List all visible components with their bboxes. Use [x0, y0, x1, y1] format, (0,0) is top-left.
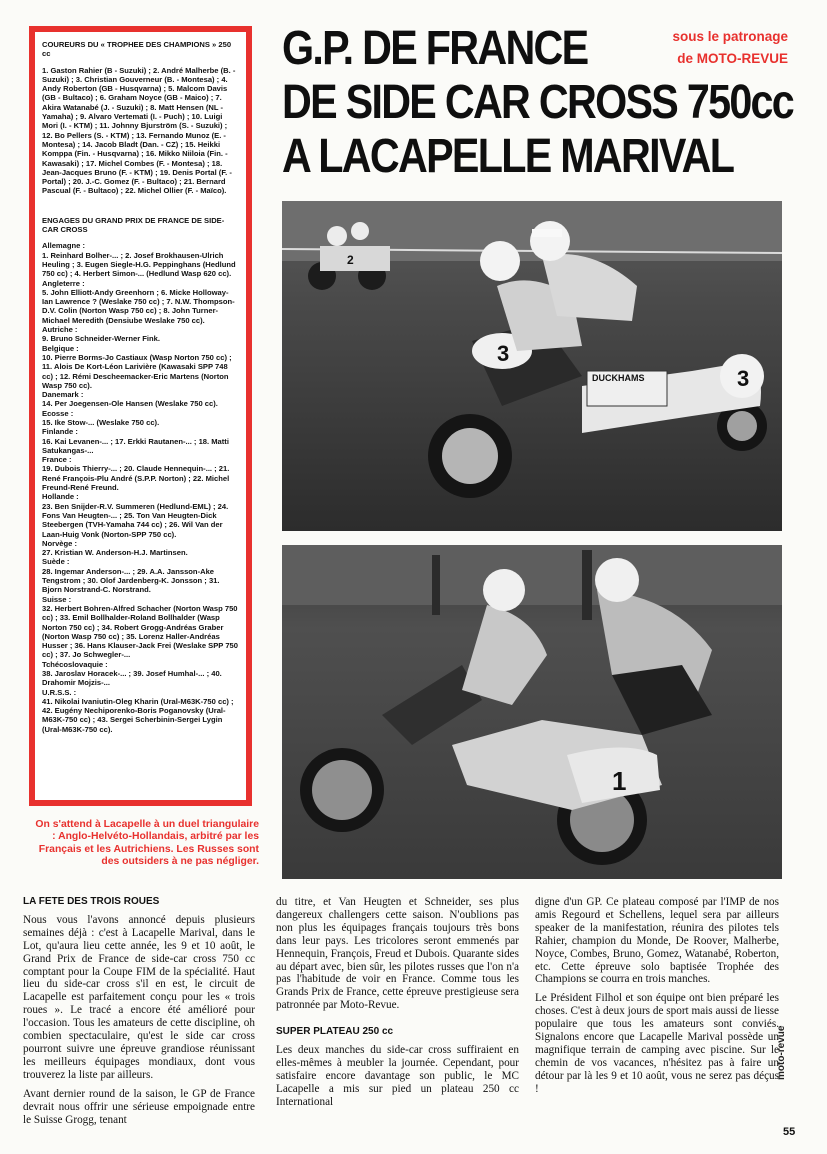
entries-heading: ENGAGES DU GRAND PRIX DE FRANCE DE SIDE-CAR CROSS — [42, 215, 225, 235]
photo-caption: On s'attend à Lacapelle à un duel triangulaire : Anglo-Helvéto-Hollandais, arbitré par les Français et les Autrichiens. Les Russes sont des outsiders à ne pas négliger. — [35, 819, 259, 868]
article-paragraph: Nous vous l'avons annoncé depuis plusieurs semaines déjà : c'est à Lacapelle Marival, dans le Lot, qu'aura lieu cette année, les 9 et 10 août, le Grand Prix de France de side-car cross 750 cc comptant pour la Coupe FIM de la spécialité. Haut lieu du side-car cross s'il en est, le circuit de Lacapelle est parfaitement conçu pour les « trois roues ». Le tracé a encore été amélioré pour l'occasion. Tous les amateurs de cette discipline, oh combien spectaculaire, qu'est le side car cross pourront suivre une épreuve grandiose réunissant les meilleurs équipages mondiaux, dont vous trouverez la liste par ailleurs. — [23, 913, 255, 1081]
sidecar-number-right: 3 — [737, 366, 750, 391]
patronage-line-2: de MOTO-REVUE — [677, 51, 788, 66]
entry-crews: 27. Kristian W. Anderson-H.J. Martinsen. — [42, 548, 188, 558]
article-column-1 — [23, 896, 255, 1132]
sponsor-text: DUCKHAMS — [592, 373, 645, 383]
article-paragraph: Le Président Filhol et son équipe ont bien préparé les choses. C'est à deux jours de sport mais aussi de liesse populaire que tous les amateurs sont conviés. Signalons encore que Lacapelle Marival possède un magnifique terrain de camping avec piscine. Sur le chemin de vos vacances, n'hésitez pas à faire un détour par là les 9 et 10 août, vous ne serez pas déçus ! — [535, 992, 779, 1095]
entry-crews: 19. Dubois Thierry-... ; 20. Claude Hennequin-... ; 21. René François-Plu André (S.P.P. Norton) ; 22. Michel Freund-René Freund. — [42, 464, 230, 493]
entry-crews: 14. Per Joegensen-Ole Hansen (Weslake 750 cc). — [42, 399, 218, 409]
page-number: 55 — [783, 1126, 796, 1138]
entry-country: Hollande : — [42, 492, 79, 502]
entry-country: Danemark : — [42, 390, 84, 400]
title-line-1: G.P. DE FRANCE — [282, 22, 588, 75]
entry-crews: 9. Bruno Schneider-Werner Fink. — [42, 334, 161, 344]
article-paragraph: digne d'un GP. Ce plateau composé par l'IMP de nos amis Regourd et Schellens, lequel sera par ailleurs speaker de la manifestation, réunira des pilotes tels Rahier, champion du Monde, De Roover, Malherbe, Noyce, Combes, Bruno, Gomez, Watanabé, Roberton, etc. Cette épreuve solo baptisée Trophée des Champions se courra en trois manches. — [535, 896, 779, 986]
entry-crews: 16. Kai Levanen-... ; 17. Erkki Rautanen-... ; 18. Matti Satukangas-... — [42, 436, 229, 455]
section-heading-fete: LA FETE DES TROIS ROUES — [23, 896, 160, 907]
entry-lists-box — [29, 26, 252, 806]
sidecar-number-front: 3 — [497, 341, 510, 366]
entry-country: Suisse : — [42, 594, 72, 604]
photo-sidecar-race-bottom — [282, 545, 782, 879]
entry-country: France : — [42, 455, 72, 465]
entry-crews: 28. Ingemar Anderson-... ; 29. A.A. Jansson-Ake Tengstrom ; 30. Olof Jardenberg-K. Jonsson ; 31. Bjorn Norstrand-C. Norstrand. — [42, 566, 220, 595]
entry-country: Norvège : — [42, 538, 78, 548]
title-line-2: DE SIDE CAR CROSS 750cc — [282, 76, 794, 129]
entry-country: Autriche : — [42, 325, 78, 335]
entry-country: Ecosse : — [42, 408, 74, 418]
entry-crews: 41. Nikolai Ivaniutin-Oleg Kharin (Ural-M63K-750 cc) ; 42. Eugény Nechiporenko-Boris Poganovsky (Ural-M63K-750 cc) ; 43. Sergei Scherbinin-Sergei Lygin (Ural-M63K-750 cc). — [42, 696, 234, 734]
entry-crews: 10. Pierre Borms-Jo Castiaux (Wasp Norton 750 cc) ; 11. Alois De Kort-Léon Larivière (Kawasaki SPP 748 cc) ; 12. Rémi Descheemacker-Eric Martens (Norton Wasp 750 cc). — [42, 352, 232, 390]
entry-country: Finlande : — [42, 427, 78, 437]
article-column-3 — [535, 896, 779, 1102]
entry-country: Angleterre : — [42, 278, 85, 288]
entries-list — [42, 241, 239, 734]
entry-crews: 38. Jaroslav Horacek-... ; 39. Josef Humhal-... ; 40. Drahomir Mojzis-... — [42, 669, 222, 688]
entry-country: Belgique : — [42, 343, 79, 353]
entry-crews: 15. Ike Stow-... (Weslake 750 cc). — [42, 417, 160, 427]
photo-sidecar-race-top — [282, 201, 782, 531]
title-line-3: A LACAPELLE MARIVAL — [282, 130, 734, 183]
entry-country: U.R.S.S. : — [42, 687, 77, 697]
entry-country: Tchécoslovaquie : — [42, 659, 108, 669]
entry-crews: 32. Herbert Bohren-Alfred Schacher (Norton Wasp 750 cc) ; 33. Emil Bollhalder-Roland Bollhalder (Wasp Norton 750 cc) ; 34. Robert Grogg-Andréas Graber (Norton Wasp 750 cc) ; 35. Lorenz Haller-Andréas Husser ; 36. Hans Klauser-Jack Frei (Weslake SPP 750 cc) ; 37. Jo Schwegler-... — [42, 603, 238, 660]
article-paragraph: du titre, et Van Heugten et Schneider, ses plus dangereux challengers cette saison. N'oublions pas non plus les équipages français toujours très bons dans leur pays. Les tricolores seront emmenés par Hennequin, François, Freud et Dubois. Quarante sides au départ avec, bien sûr, les pilotes russes que l'on n'a pas l'habitude de voir en France. Comme tous les Grands Prix de France, cette épreuve prestigieuse sera patronnée par Moto-Revue. — [276, 896, 519, 1012]
section-heading-plateau: SUPER PLATEAU 250 cc — [276, 1026, 394, 1038]
sidecar-number: 1 — [612, 766, 627, 796]
article-column-2 — [276, 896, 519, 1115]
entry-crews: 1. Reinhard Bolher-... ; 2. Josef Brokhausen-Ulrich Heuling ; 3. Eugen Siegle-H.G. Peppinghans (Hedlund 750 cc) ; 4. Herbert Simon-... (Hedlund Wasp 620 cc). — [42, 250, 236, 279]
magazine-name: moto-revue — [776, 1025, 787, 1080]
trophy-heading: COUREURS DU « TROPHEE DES CHAMPIONS » 250 cc — [42, 40, 232, 59]
entry-crews: 5. John Elliott-Andy Greenhorn ; 6. Micke Holloway-Ian Lawrence ? (Weslake 750 cc) ; 7. N.W. Thompson-D.V. Colin (Norton Wasp 750 cc) ; 8. John Turner-Michael Meredith (Densiube Weslake 750 cc). — [42, 287, 235, 325]
article-paragraph: Avant dernier round de la saison, le GP de France devrait nous offrir une sérieuse empoignade entre le Suisse Grogg, tenant — [23, 1087, 255, 1126]
trophy-list: 1. Gaston Rahier (B - Suzuki) ; 2. André Malherbe (B. - Suzuki) ; 3. Christian Gouverneur (B. - Montesa) ; 4. Andy Roberton (GB - Husqvarna) ; 5. Malcom Davis (GB - Bultaco) ; 6. Graham Noyce (GB - Maico) ; 7. Akira Watanabé (J. - Suzuki) ; 8. Matt Hensen (NL - Yamaha) ; 9. Alvaro Vertemati (I. - Puch) ; 10. Luigi Mori (I. - KTM) ; 11. Johnny Bjurström (S. - Suzuki) ; 12. Bo Pellers (S. - KTM) ; 13. Fernando Munoz (E. - Montesa) ; 14. Jacob Bladt (Dan. - CZ) ; 15. Heikki Komppa (Fin. - Husqvarna) ; 16. Mikko Niiloia (Fin. - Kawasaki) ; 17. Michel Combes (F. - Montesa) ; 18. Jean-Jacques Bruno (F. - KTM) ; 19. Denis Portal (F. - Portal) ; 20. J.-C. Gomez (F. - Bultaco) ; 21. Bernard Pascual (F. - Bultaco) ; 22. Michel Ollier (F. - Maïco). — [42, 65, 236, 196]
entry-country: Allemagne : — [42, 241, 86, 251]
article-paragraph: Les deux manches du side-car cross suffiraient en elles-mêmes à meubler la journée. Cependant, pour satisfaire encore davantage son public, le MC Lacapelle a mis sur pied un plateau 250 cc International — [276, 1044, 519, 1108]
background-number: 2 — [347, 253, 354, 267]
entry-country: Suède : — [42, 557, 70, 567]
patronage-note — [608, 26, 788, 70]
entry-crews: 23. Ben Snijder-R.V. Summeren (Hedlund-EML) ; 24. Fons Van Heugten-... ; 25. Ton Van Heugten-Dick Steebergen (TVH-Yamaha 744 cc) ; 26. Wil Van der Laan-Huig Vonk (Norton-SPP 750 cc). — [42, 501, 229, 539]
patronage-line-1: sous le patronage — [672, 29, 788, 44]
